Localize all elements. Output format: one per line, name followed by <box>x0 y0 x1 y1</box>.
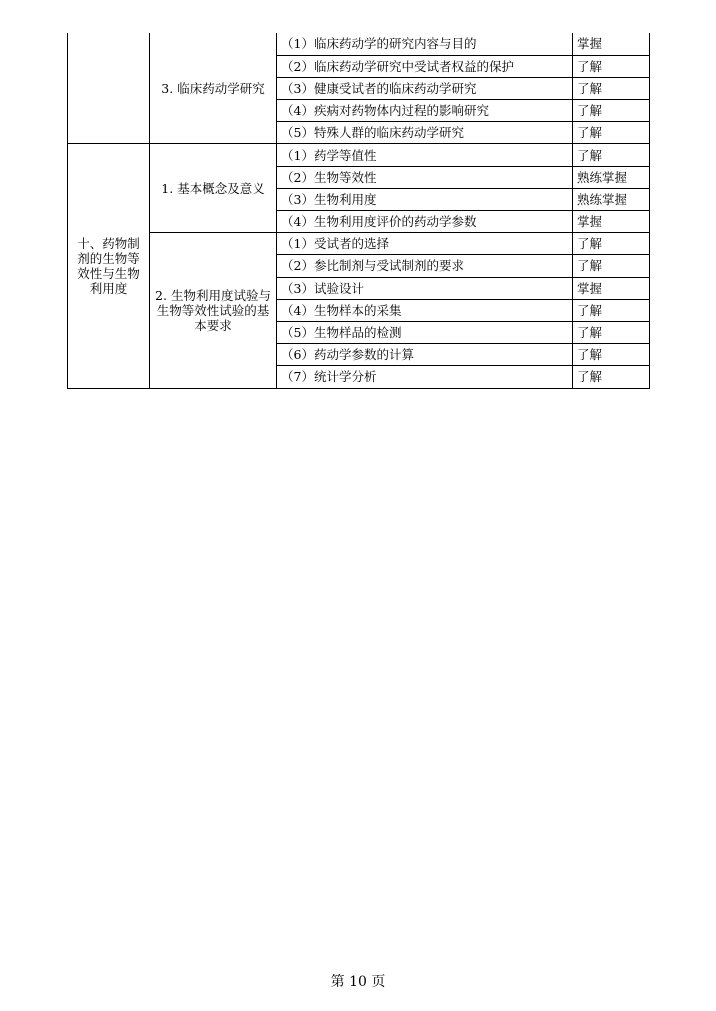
item-cell: （3）试验设计 <box>277 277 573 299</box>
level-cell: 了解 <box>573 299 650 321</box>
item-cell: （3）生物利用度 <box>277 188 573 210</box>
level-cell: 了解 <box>573 144 650 166</box>
table-row <box>68 144 650 166</box>
level-cell: 掌握 <box>573 277 650 299</box>
topic-cell: 3. 临床药动学研究 <box>150 33 277 144</box>
level-cell: 了解 <box>573 122 650 144</box>
syllabus-table <box>67 33 650 389</box>
table-row <box>68 233 650 255</box>
item-cell: （2）临床药动学研究中受试者权益的保护 <box>277 55 573 77</box>
section-cell-continued <box>68 33 150 144</box>
level-cell: 了解 <box>573 366 650 388</box>
level-cell: 了解 <box>573 321 650 343</box>
level-cell: 了解 <box>573 100 650 122</box>
item-cell: （2）参比制剂与受试制剂的要求 <box>277 255 573 277</box>
item-cell: （5）特殊人群的临床药动学研究 <box>277 122 573 144</box>
topic-cell: 2. 生物利用度试验与生物等效性试验的基本要求 <box>150 233 277 388</box>
item-cell: （1）药学等值性 <box>277 144 573 166</box>
item-cell: （5）生物样品的检测 <box>277 321 573 343</box>
table-row <box>68 33 650 55</box>
level-cell: 了解 <box>573 255 650 277</box>
level-cell: 熟练掌握 <box>573 166 650 188</box>
level-cell: 熟练掌握 <box>573 188 650 210</box>
item-cell: （3）健康受试者的临床药动学研究 <box>277 77 573 99</box>
item-cell: （4）疾病对药物体内过程的影响研究 <box>277 100 573 122</box>
level-cell: 了解 <box>573 233 650 255</box>
topic-cell: 1. 基本概念及意义 <box>150 144 277 233</box>
level-cell: 了解 <box>573 77 650 99</box>
item-cell: （2）生物等效性 <box>277 166 573 188</box>
level-cell: 了解 <box>573 55 650 77</box>
page-number: 第 10 页 <box>330 974 386 990</box>
level-cell: 掌握 <box>573 33 650 55</box>
item-cell: （4）生物样本的采集 <box>277 299 573 321</box>
level-cell: 掌握 <box>573 211 650 233</box>
section-title-cell: 十、药物制剂的生物等效性与生物利用度 <box>68 144 150 388</box>
item-cell: （6）药动学参数的计算 <box>277 344 573 366</box>
item-cell: （1）临床药动学的研究内容与目的 <box>277 33 573 55</box>
item-cell: （1）受试者的选择 <box>277 233 573 255</box>
level-cell: 了解 <box>573 344 650 366</box>
item-cell: （4）生物利用度评价的药动学参数 <box>277 211 573 233</box>
item-cell: （7）统计学分析 <box>277 366 573 388</box>
